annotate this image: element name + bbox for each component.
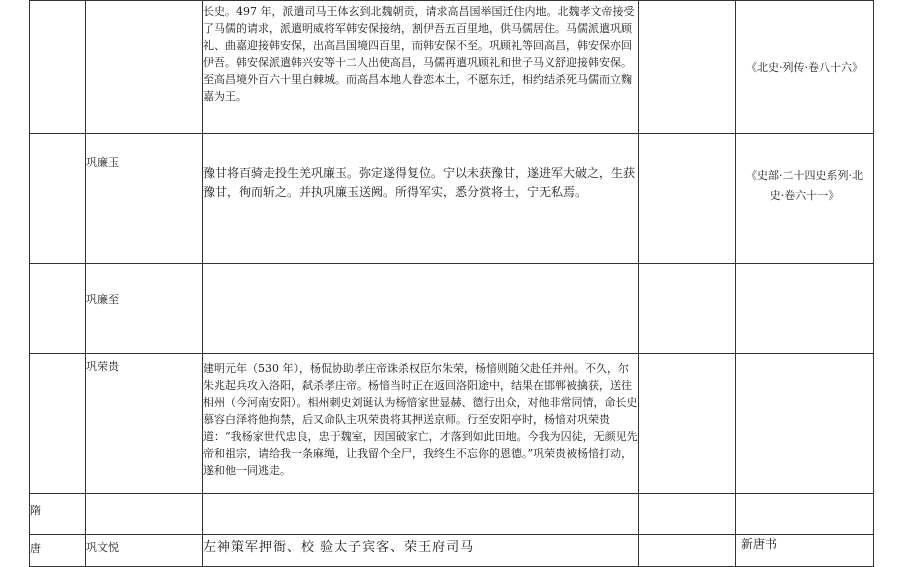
empty-cell <box>639 354 736 494</box>
event-text-cell: 豫甘将百骑走投生羌巩廉玉。弥定遂得复位。宁以未获豫甘，遂进军大破之，生获豫甘，徇而斩之。并执巩廉玉送阙。所得军实，悉分赏将士，宁无私焉。 <box>203 134 639 264</box>
source-cell <box>736 264 874 354</box>
empty-cell <box>639 264 736 354</box>
name-cell: 巩荣贵 <box>86 354 203 494</box>
table-row <box>30 354 874 494</box>
name-cell: 巩文悦 <box>86 535 203 567</box>
table-row <box>30 264 874 354</box>
era-cell <box>30 354 86 494</box>
genealogy-table <box>29 0 874 567</box>
source-cell: 《史部·二十四史系列·北史·卷六十一》 <box>736 134 874 264</box>
empty-cell <box>639 134 736 264</box>
name-cell: 巩廉至 <box>86 264 203 354</box>
empty-cell <box>639 494 736 535</box>
event-text-cell <box>203 264 639 354</box>
source-cell: 《北史·列传·卷八十六》 <box>736 1 874 134</box>
era-cell <box>30 134 86 264</box>
source-cell: 新唐书 <box>736 535 874 567</box>
table-row <box>30 134 874 264</box>
source-cell <box>736 354 874 494</box>
era-cell: 隋 <box>30 494 86 535</box>
table-row <box>30 1 874 134</box>
name-cell <box>86 494 203 535</box>
era-cell: 唐 <box>30 535 86 567</box>
event-text-cell: 长史。497 年，派遣司马王体玄到北魏朝贡，请求高昌国举国迁住内地。北魏孝文帝接受了马儒的请求，派遣明威将军韩安保接纳，割伊吾五百里地，供马儒居住。马儒派遣巩顾礼、曲嘉迎接韩安保，出高昌国境四百里，而韩安保不至。巩顾礼等回高昌，韩安保亦回伊吾。韩安保派遣韩兴安等十二人出使高昌，马儒再遣巩顾礼和世子马义舒迎接韩安保。至高昌境外百六十里白棘城。而高昌本地人眷恋本土，不愿东迁，相约结杀死马儒而立麴嘉为王。 <box>203 1 639 134</box>
event-text-cell: 建明元年（530 年），杨侃协助孝庄帝诛杀权臣尔朱荣，杨愔则随父赴任并州。不久，尔朱兆起兵攻入洛阳，弑杀孝庄帝。杨愔当时正在返回洛阳途中，结果在邯郸被擒获，送往相州（今河南安阳）。相州刺史刘诞认为杨愔家世显赫、德行出众，对他非常同情，命长史慕容白泽将他拘禁，后又命队主巩荣贵将其押送京师。行至安阳亭时，杨愔对巩荣贵道：“我杨家世代忠良，忠于魏室，因国破家亡，才落到如此田地。今我为囚徒，无颜见先帝和祖宗，请给我一条麻绳，让我留个全尸，我终生不忘你的恩德。”巩荣贵被杨愔打动，遂和他一同逃走。 <box>203 354 639 494</box>
era-cell <box>30 1 86 134</box>
event-text-cell: 左神策军押衙、校 验太子宾客、荣王府司马 <box>203 535 639 567</box>
era-cell <box>30 264 86 354</box>
name-cell: 巩廉玉 <box>86 134 203 264</box>
empty-cell <box>639 1 736 134</box>
source-cell <box>736 494 874 535</box>
event-text-cell <box>203 494 639 535</box>
table-row <box>30 494 874 535</box>
empty-cell <box>639 535 736 567</box>
table-row <box>30 535 874 567</box>
name-cell <box>86 1 203 134</box>
